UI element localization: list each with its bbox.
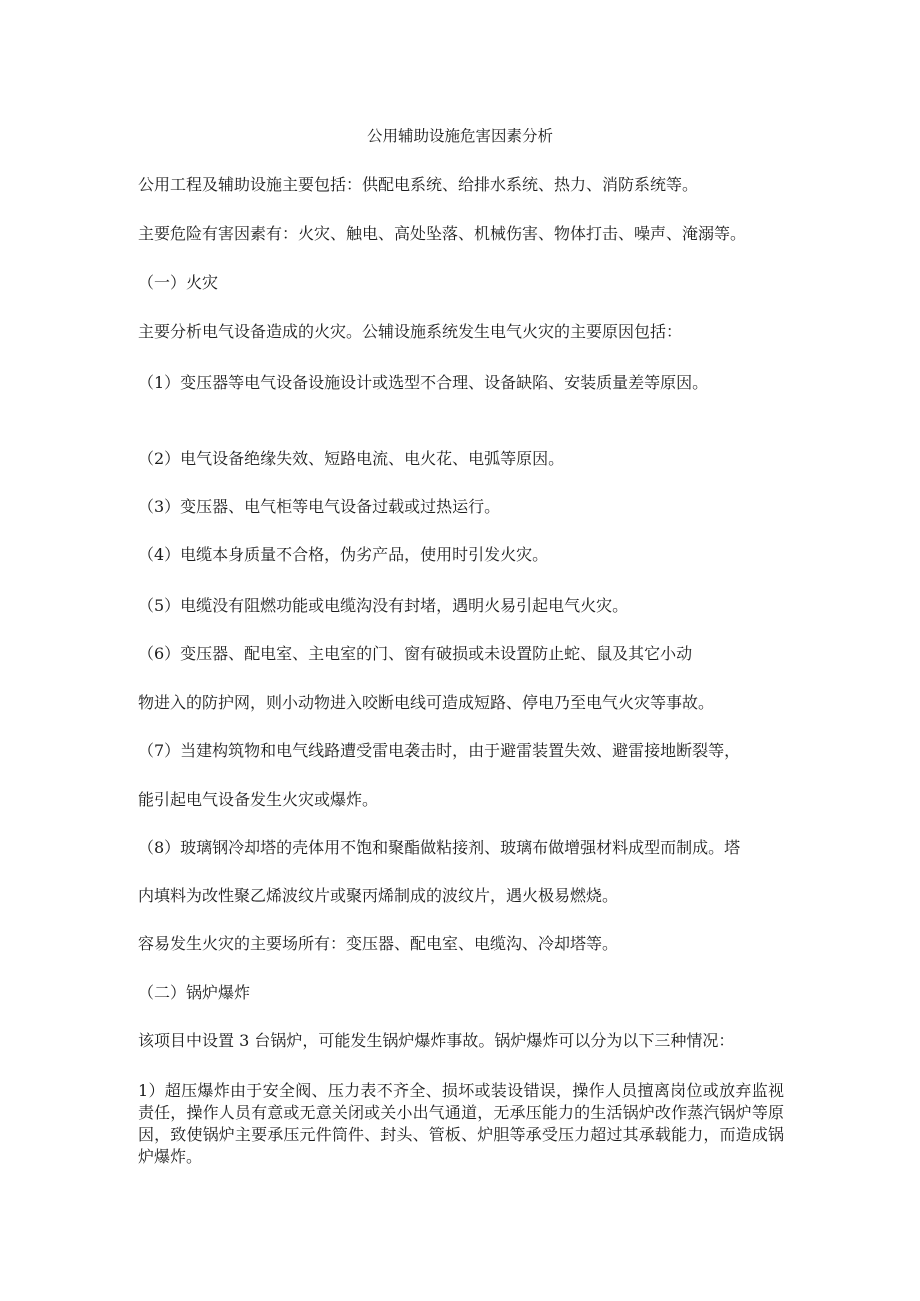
list-item-8-line-2: 内填料为改性聚乙烯波纹片或聚丙烯制成的波纹片，遇火极易燃烧。 xyxy=(138,886,619,905)
list-item-7-line-2: 能引起电气设备发生火灾或爆炸。 xyxy=(138,790,379,809)
list-item-3: （3）变压器、电气柜等电气设备过载或过热运行。 xyxy=(138,497,501,516)
list-item-6-line-1: （6）变压器、配电室、主电室的门、窗有破损或未设置防止蛇、鼠及其它小动 xyxy=(138,644,693,663)
list-item-7-line-1: （7）当建构筑物和电气线路遭受雷电袭击时，由于避雷装置失效、避雷接地断裂等， xyxy=(138,741,741,760)
list-item-6-line-2: 物进入的防护网，则小动物进入咬断电线可造成短路、停电乃至电气火灾等事故。 xyxy=(138,693,715,712)
section-heading-fire: （一）火灾 xyxy=(138,273,219,292)
paragraph-overpressure: 1）超压爆炸由于安全阀、压力表不齐全、损坏或装设错误，操作人员擅离岗位或放弃监视责任，操作人员有意或无意关闭或关小出气通道，无承压能力的生活锅炉改作蒸汽锅炉等原因，致使锅炉主要承压元件筒件、封头、管板、炉胆等承受压力超过其承载能力，而造成锅炉爆炸。 xyxy=(138,1081,784,1166)
list-item-1: （1）变压器等电气设备设施设计或选型不合理、设备缺陷、安装质量差等原因。 xyxy=(138,373,709,392)
list-item-4: （4）电缆本身质量不合格，伪劣产品，使用时引发火灾。 xyxy=(138,545,549,564)
list-item-5: （5）电缆没有阻燃功能或电缆沟没有封堵，遇明火易引起电气火灾。 xyxy=(138,596,629,615)
text-line-hazards: 主要危险有害因素有：火灾、触电、高处坠落、机械伤害、物体打击、噪声、淹溺等。 xyxy=(138,224,747,243)
text-line-fire-intro: 主要分析电气设备造成的火灾。公辅设施系统发生电气火灾的主要原因包括： xyxy=(138,322,683,341)
section-heading-boiler: （二）锅炉爆炸 xyxy=(138,983,251,1002)
text-line-fire-places: 容易发生火灾的主要场所有：变压器、配电室、电缆沟、冷却塔等。 xyxy=(138,934,619,953)
text-line-intro: 公用工程及辅助设施主要包括：供配电系统、给排水系统、热力、消防系统等。 xyxy=(138,175,699,194)
list-item-8-line-1: （8）玻璃钢冷却塔的壳体用不饱和聚酯做粘接剂、玻璃布做增强材料成型而制成。塔 xyxy=(138,838,741,857)
document-title: 公用辅助设施危害因素分析 xyxy=(366,127,553,145)
text-line-boiler-intro: 该项目中设置 3 台锅炉，可能发生锅炉爆炸事故。锅炉爆炸可以分为以下三种情况： xyxy=(138,1031,735,1050)
list-item-2: （2）电气设备绝缘失效、短路电流、电火花、电弧等原因。 xyxy=(138,449,565,468)
